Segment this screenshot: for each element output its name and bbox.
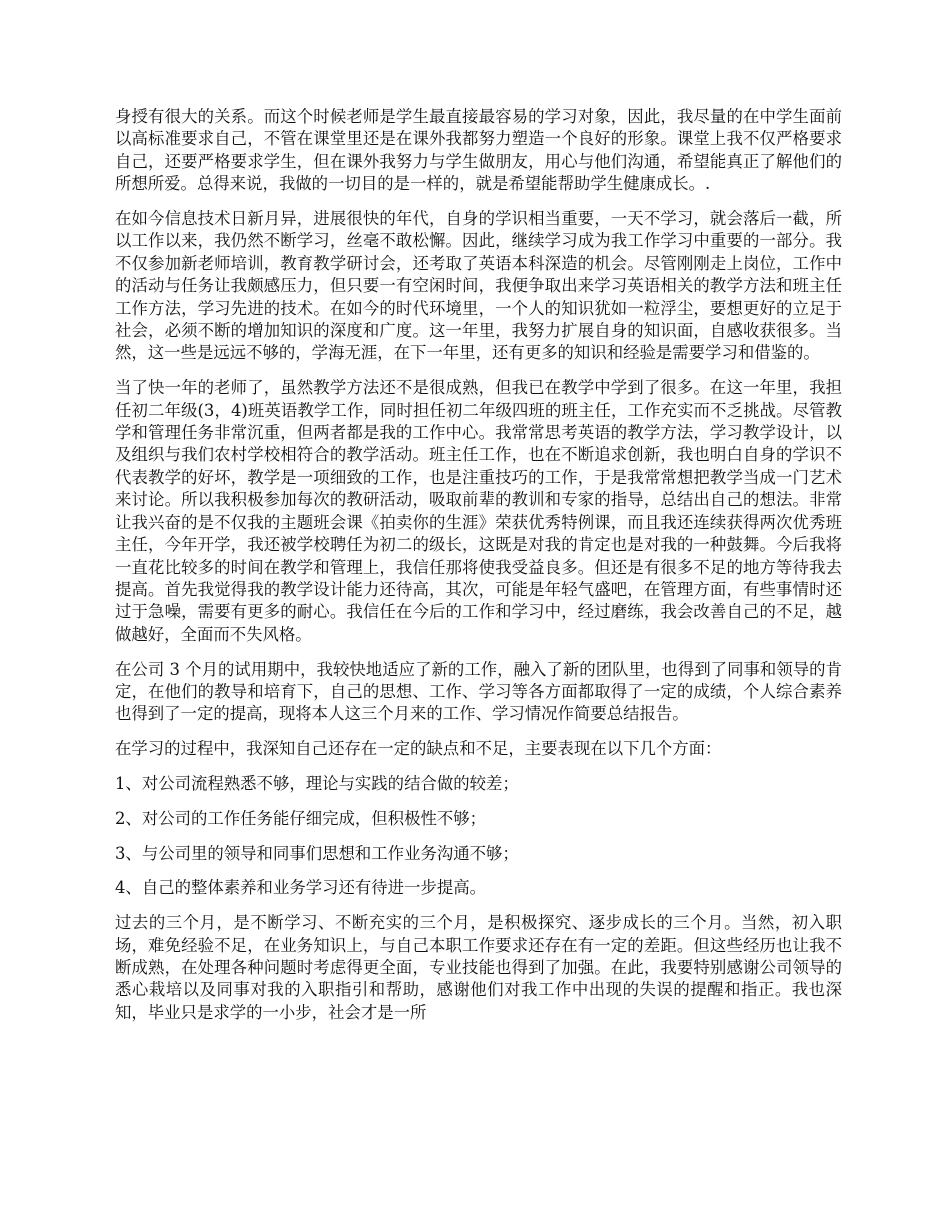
document-body (115, 106, 842, 1037)
paragraph-past-three-months: 过去的三个月，是不断学习、不断充实的三个月，是积极探究、逐步成长的三个月。当然，初入职场，难免经验不足，在业务知识上，与自己本职工作要求还存在有一定的差距。但这些经历也让我不断成熟，在处理各种问题时考虑得更全面，专业技能也得到了加强。在此，我要特别感谢公司领导的悉心栽培以及同事对我的入职指引和帮助，感谢他们对我工作中出现的失误的提醒和指正。我也深知，毕业只是求学的一小步，社会才是一所 (115, 913, 842, 1022)
paragraph-continuous-learning: 在如今信息技术日新月异，进展很快的年代，自身的学识相当重要，一天不学习，就会落后一截，所以工作以来，我仍然不断学习，丝毫不敢松懈。因此，继续学习成为我工作学习中重要的一部分。我不仅参加新老师培训，教育教学研讨会，还考取了英语本科深造的机会。尽管刚刚走上岗位，工作中的活动与任务让我颇感压力，但只要一有空闲时间，我便争取出来学习英语相关的教学方法和班主任工作方法，学习先进的技术。在如今的时代环境里，一个人的知识犹如一粒浮尘，要想更好的立足于社会，必须不断的增加知识的深度和广度。这一年里，我努力扩展自身的知识面，自感收获很多。当然，这一些是远远不够的，学海无涯，在下一年里，还有更多的知识和经验是需要学习和借鉴的。 (115, 209, 842, 363)
paragraph-shortcomings-intro: 在学习的过程中，我深知自己还存在一定的缺点和不足，主要表现在以下几个方面： (115, 739, 722, 759)
list-item-shortcoming-3: 3、与公司里的领导和同事们思想和工作业务沟通不够； (115, 843, 519, 863)
paragraph-teacher-example: 身授有很大的关系。而这个时候老师是学生最直接最容易的学习对象，因此，我尽量的在中学生面前以高标准要求自己，不管在课堂里还是在课外我都努力塑造一个良好的形象。课堂上我不仅严格要求自己，还要严格要求学生，但在课外我努力与学生做朋友，用心与他们沟通，希望能真正了解他们的所想所爱。总得来说，我做的一切目的是一样的，就是希望能帮助学生健康成长。. (115, 107, 842, 194)
list-item-shortcoming-4: 4、自己的整体素养和业务学习还有待进一步提高。 (115, 878, 487, 898)
paragraph-teaching-year: 当了快一年的老师了，虽然教学方法还不是很成熟，但我已在教学中学到了很多。在这一年里，我担任初二年级(3，4)班英语教学工作，同时担任初二年级四班的班主任，工作充实而不乏挑战。尽管教学和管理任务非常沉重，但两者都是我的工作中心。我常常思考英语的教学方法，学习教学设计，以及组织与我们农村学校相符合的教学活动。班主任工作，也在不断追求创新，我也明白自身的学识不代表教学的好坏，教学是一项细致的工作，也是注重技巧的工作，于是我常常想把教学当成一门艺术来讨论。所以我积极参加每次的教研活动，吸取前辈的教训和专家的指导，总结出自己的想法。非常让我兴奋的是不仅我的主题班会课《拍卖你的生涯》荣获优秀特例课，而且我还连续获得两次优秀班主任，今年开学，我还被学校聘任为初二的级长，这既是对我的肯定也是对我的一种鼓舞。今后我将一直花比较多的时间在教学和管理上，我信任那将使我受益良多。但还是有很多不足的地方等待我去提高。首先我觉得我的教学设计能力还待高，其次，可能是年轻气盛吧，在管理方面，有些事情时还过于急噪，需要有更多的耐心。我信任在今后的工作和学习中，经过磨练，我会改善自己的不足，越做越好，全面而不失风格。 (115, 378, 842, 644)
list-item-shortcoming-2: 2、对公司的工作任务能仔细完成，但积极性不够； (115, 808, 487, 828)
paragraph-probation-intro: 在公司 3 个月的试用期中，我较快地适应了新的工作，融入了新的团队里，也得到了同事和领导的肯定，在他们的教导和培育下，自己的思想、工作、学习等各方面都取得了一定的成绩，个人综合素养也得到了一定的提高，现将本人这三个月来的工作、学习情况作简要总结报告。 (115, 659, 842, 724)
list-item-shortcoming-1: 1、对公司流程熟悉不够，理论与实践的结合做的较差； (115, 773, 519, 793)
